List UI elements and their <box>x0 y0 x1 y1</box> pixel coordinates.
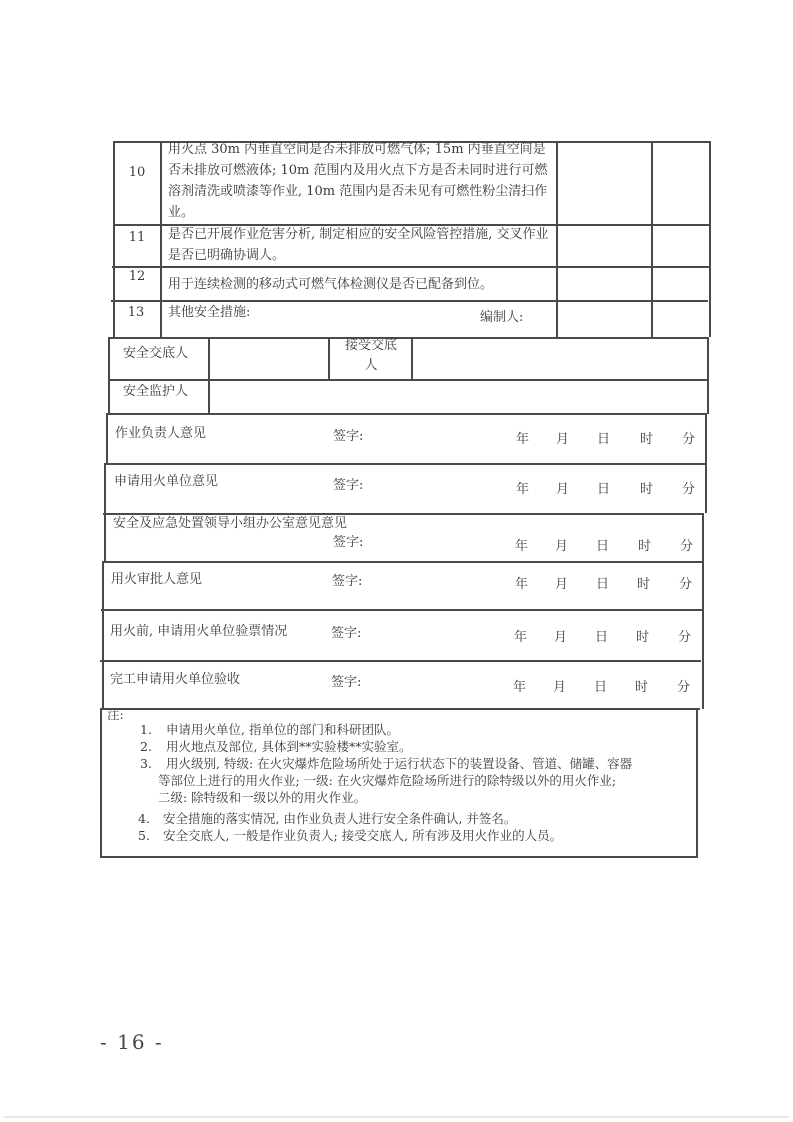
year-label: 年 <box>516 432 530 447</box>
year-label: 年 <box>516 482 530 497</box>
note-text: 安全交底人, 一般是作业负责人; 接受交底人, 所有涉及用火作业的人员。 <box>163 828 563 843</box>
signature-label: 签字: <box>333 429 364 444</box>
approval-label: 申请用火单位意见 <box>114 474 219 489</box>
table-border <box>707 337 709 414</box>
table-border <box>100 856 698 858</box>
year-label: 年 <box>514 630 528 645</box>
day-label: 日 <box>595 630 609 645</box>
briefing-receiver-label: 接受交底人 <box>344 338 397 373</box>
note-number: 2. <box>140 739 152 754</box>
signature-label: 签字: <box>331 675 362 690</box>
hour-label: 时 <box>637 577 651 592</box>
table-border <box>696 708 698 858</box>
row-divider <box>100 660 701 662</box>
approval-label: 作业负责人意见 <box>115 426 207 441</box>
signature-field[interactable] <box>375 418 505 458</box>
column-divider <box>651 141 653 337</box>
signature-field[interactable] <box>375 565 505 605</box>
day-label: 日 <box>596 577 610 592</box>
signature-field[interactable] <box>375 665 505 705</box>
minute-label: 分 <box>682 482 696 497</box>
minute-label: 分 <box>677 680 691 695</box>
day-label: 日 <box>596 539 610 554</box>
column-divider <box>411 337 413 380</box>
row-number: 10 <box>128 165 146 180</box>
page-number: - 16 - <box>100 1030 164 1054</box>
minute-label: 分 <box>679 577 693 592</box>
checklist-item-text: 用火点 30m 内垂直空间是否未排放可燃气体; 15m 内垂直空间是否未排放可燃液体; 10m 范围内及用火点下方是否未同时进行可燃溶剂清洗或喷漆等作业, 10m 范围内是否未见有可燃性粉尘清扫作业。 <box>168 142 548 220</box>
hour-label: 时 <box>640 432 654 447</box>
column-divider <box>208 337 210 414</box>
note-text: 二级: 除特级和一级以外的用火作业。 <box>158 790 367 805</box>
signature-label: 签字: <box>332 574 363 589</box>
checklist-item-text: 用于连续检测的移动式可燃气体检测仪是否已配备到位。 <box>168 277 494 292</box>
approval-label: 安全及应急处置领导小组办公室意见意见 <box>113 516 348 531</box>
minute-label: 分 <box>678 630 692 645</box>
signature-field[interactable] <box>375 467 505 507</box>
row-divider <box>101 609 702 611</box>
safety-briefer-label: 安全交底人 <box>123 346 189 361</box>
month-label: 月 <box>555 539 569 554</box>
scan-edge <box>4 1116 789 1118</box>
month-label: 月 <box>555 577 569 592</box>
row-number: 12 <box>128 269 146 284</box>
approval-label: 完工申请用火单位验收 <box>110 672 241 687</box>
note-text: 等部位上进行的用火作业; 一级: 在火灾爆炸危险场所进行的除特级以外的用火作业; <box>158 773 617 788</box>
hour-label: 时 <box>635 680 649 695</box>
row-divider <box>108 413 706 415</box>
row-divider <box>108 379 707 381</box>
hour-label: 时 <box>640 482 654 497</box>
row-divider <box>112 266 709 268</box>
day-label: 日 <box>594 680 608 695</box>
note-number: 1. <box>140 722 152 737</box>
signature-field[interactable] <box>375 528 505 558</box>
note-text: 用火级别, 特级: 在火灾爆炸危险场所处于运行状态下的装置设备、管道、储罐、容器 <box>166 756 633 771</box>
table-border <box>100 708 102 858</box>
month-label: 月 <box>553 680 567 695</box>
other-measures-label: 其他安全措施: <box>168 305 251 320</box>
table-border <box>104 463 106 563</box>
column-divider <box>556 141 558 337</box>
row-divider <box>102 561 703 563</box>
table-border <box>102 561 104 709</box>
row-divider <box>109 337 707 339</box>
approval-label: 用火前, 申请用火单位验票情况 <box>110 624 288 639</box>
safety-briefer-field[interactable] <box>212 340 326 378</box>
signature-label: 签字: <box>333 478 364 493</box>
month-label: 月 <box>554 630 568 645</box>
year-label: 年 <box>513 680 527 695</box>
table-border <box>709 141 711 337</box>
safety-guardian-label: 安全监护人 <box>123 384 189 399</box>
compiler-label: 编制人: <box>480 310 524 325</box>
year-label: 年 <box>515 539 529 554</box>
safety-guardian-field[interactable] <box>212 382 704 412</box>
day-label: 日 <box>597 432 611 447</box>
approval-label: 用火审批人意见 <box>111 572 203 587</box>
column-divider <box>328 337 330 380</box>
signature-field[interactable] <box>375 615 505 655</box>
row-divider <box>100 708 700 710</box>
minute-label: 分 <box>682 432 696 447</box>
hour-label: 时 <box>638 539 652 554</box>
signature-label: 签字: <box>333 535 364 550</box>
table-border <box>106 413 108 464</box>
notes-title: 注: <box>107 707 124 722</box>
table-border <box>108 337 110 414</box>
year-label: 年 <box>515 577 529 592</box>
note-text: 申请用火单位, 指单位的部门和科研团队。 <box>166 722 399 737</box>
table-border <box>702 513 704 709</box>
signature-label: 签字: <box>331 626 362 641</box>
row-divider <box>111 300 708 302</box>
table-border <box>705 413 707 513</box>
day-label: 日 <box>597 482 611 497</box>
row-number: 13 <box>127 305 145 320</box>
row-number: 11 <box>128 230 146 245</box>
hour-label: 时 <box>636 630 650 645</box>
briefing-receiver-field[interactable] <box>415 340 705 378</box>
month-label: 月 <box>556 482 570 497</box>
minute-label: 分 <box>680 539 694 554</box>
note-number: 5. <box>138 828 150 843</box>
column-divider <box>160 141 162 337</box>
row-divider <box>104 463 705 465</box>
month-label: 月 <box>556 432 570 447</box>
checklist-item-text: 是否已开展作业危害分析, 制定相应的安全风险管控措施, 交叉作业是否已明确协调人。 <box>168 227 549 263</box>
note-number: 4. <box>138 811 150 826</box>
note-text: 安全措施的落实情况, 由作业负责人进行安全条件确认, 并签名。 <box>163 811 517 826</box>
note-text: 用火地点及部位, 具体到**实验楼**实验室。 <box>166 739 412 754</box>
note-number: 3. <box>140 756 152 771</box>
